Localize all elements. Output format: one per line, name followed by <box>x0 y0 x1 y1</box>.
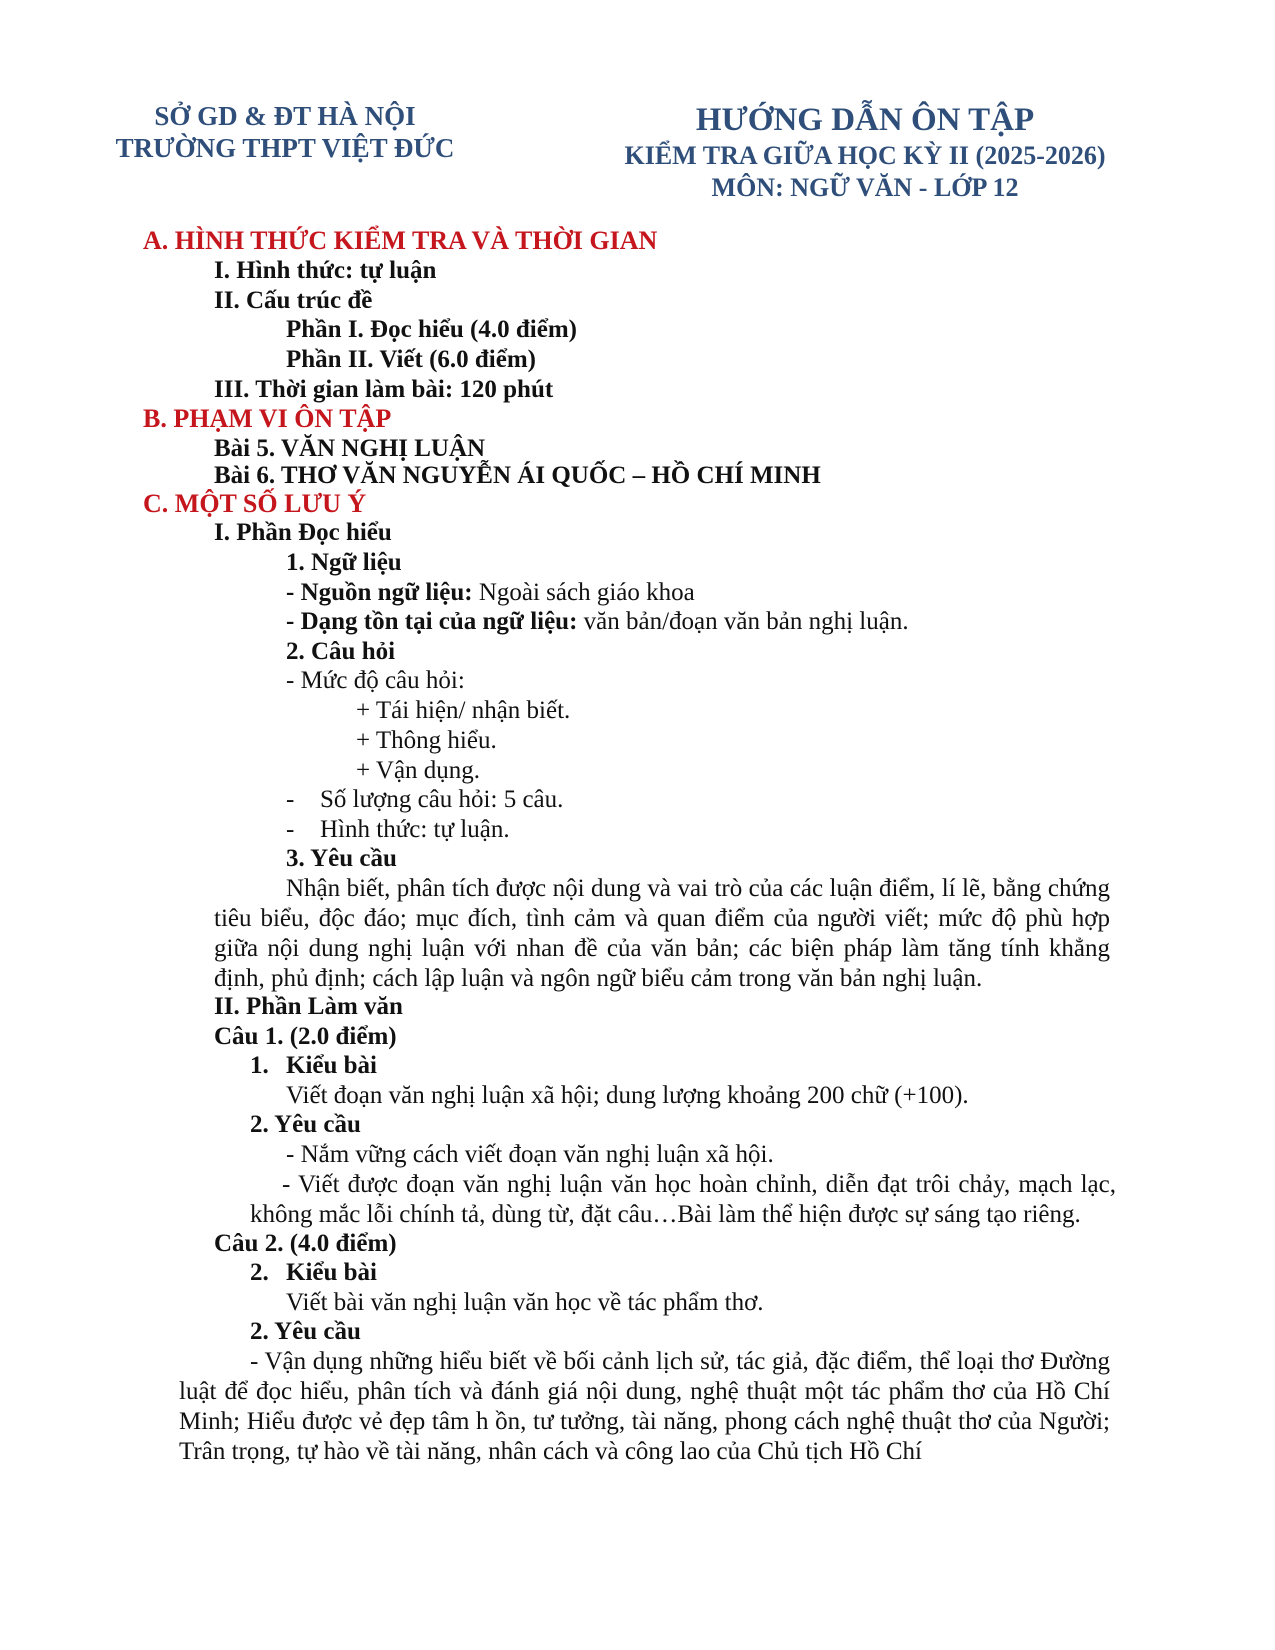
q1-type-number: 1. <box>250 1052 269 1079</box>
q1-requirement-1: - Nắm vững cách viết đoạn văn nghị luận xã hội. <box>286 1141 774 1168</box>
section-c-heading: C. MỘT SỐ LƯU Ý <box>143 489 367 518</box>
reading-part-heading: I. Phần Đọc hiểu <box>214 519 392 546</box>
section-a-heading: A. HÌNH THỨC KIỂM TRA VÀ THỜI GIAN <box>143 226 658 255</box>
question-1-heading: Câu 1. (2.0 điểm) <box>214 1023 397 1050</box>
corpus-heading: 1. Ngữ liệu <box>286 549 402 576</box>
q2-type-heading: Kiểu bài <box>286 1259 377 1286</box>
part-reading: Phần I. Đọc hiểu (4.0 điểm) <box>286 316 577 343</box>
reading-requirements-paragraph: Nhận biết, phân tích được nội dung và vai trò của các luận điểm, lí lẽ, bằng chứng tiêu biểu, độc đáo; mục đích, tình cảm và quan điểm của người viết; mức độ phù hợp giữa nội dung nghị luận với nhan đề của văn bản; các biện pháp làm tăng tính khẳng định, phủ định; cách lập luận và ngôn ngữ biểu cảm trong văn bản nghị luận. <box>214 875 1110 992</box>
corpus-source-label: - Nguồn ngữ liệu: <box>286 579 473 606</box>
question-count-bullet: - <box>286 786 295 813</box>
q2-type-number: 2. <box>250 1259 269 1286</box>
level-understanding: + Thông hiểu. <box>356 727 497 754</box>
question-format-bullet: - <box>286 816 295 843</box>
writing-part-heading: II. Phần Làm văn <box>214 993 403 1020</box>
questions-heading: 2. Câu hỏi <box>286 638 396 665</box>
exam-name: KIỂM TRA GIỮA HỌC KỲ II (2025-2026) <box>624 141 1106 170</box>
exam-duration: III. Thời gian làm bài: 120 phút <box>214 376 554 403</box>
exam-structure-heading: II. Cấu trúc đề <box>214 287 373 314</box>
document-title: HƯỚNG DẪN ÔN TẬP <box>695 102 1035 138</box>
corpus-form <box>286 607 909 637</box>
question-levels: - Mức độ câu hỏi: <box>286 667 465 694</box>
level-recall: + Tái hiện/ nhận biết. <box>356 697 571 724</box>
q2-type-text: Viết bài văn nghị luận văn học về tác phẩm thơ. <box>286 1289 764 1316</box>
question-count: Số lượng câu hỏi: 5 câu. <box>320 786 564 813</box>
exam-format: I. Hình thức: tự luận <box>214 257 437 284</box>
lesson-5: Bài 5. VĂN NGHỊ LUẬN <box>214 435 486 462</box>
q2-requirements-heading: 2. Yêu cầu <box>250 1318 361 1345</box>
document-title-block <box>605 100 1125 204</box>
requirements-heading: 3. Yêu cầu <box>286 845 397 872</box>
q1-requirement-2: - Viết được đoạn văn nghị luận văn học hoàn chỉnh, diễn đạt trôi chảy, mạch lạc, không mắc lỗi chính tả, dùng từ, đặt câu…Bài làm thể hiện được sự sáng tạo riêng. <box>250 1171 1116 1228</box>
section-b-heading: B. PHẠM VI ÔN TẬP <box>143 404 392 433</box>
school-header <box>100 100 470 164</box>
level-application: + Vận dụng. <box>356 757 481 784</box>
department-name: SỞ GD & ĐT HÀ NỘI <box>154 101 416 131</box>
subject-grade: MÔN: NGỮ VĂN - LỚP 12 <box>711 173 1019 202</box>
q1-requirements-heading: 2. Yêu cầu <box>250 1111 361 1138</box>
corpus-source-value: Ngoài sách giáo khoa <box>472 579 695 606</box>
question-format: Hình thức: tự luận. <box>320 816 510 843</box>
part-writing: Phần II. Viết (6.0 điểm) <box>286 346 536 373</box>
q1-type-heading: Kiểu bài <box>286 1052 377 1079</box>
q2-requirement-paragraph: - Vận dụng những hiểu biết về bối cảnh lịch sử, tác giả, đặc điểm, thể loại thơ Đường luật để đọc hiểu, phân tích và đánh giá nội dung, nghệ thuật một tác phẩm thơ của Hồ Chí Minh; Hiểu được vẻ đẹp tâm h ồn, tư tưởng, tài năng, phong cách nghệ thuật thơ của Người; Trân trọng, tự hào về tài năng, nhân cách và công lao của Chủ tịch Hồ Chí <box>179 1348 1110 1465</box>
corpus-source <box>286 578 695 608</box>
corpus-form-label: - Dạng tồn tại của ngữ liệu: <box>286 608 578 635</box>
school-name: TRƯỜNG THPT VIỆT ĐỨC <box>115 133 455 163</box>
corpus-form-value: văn bản/đoạn văn bản nghị luận. <box>577 608 909 635</box>
lesson-6: Bài 6. THƠ VĂN NGUYỄN ÁI QUỐC – HỒ CHÍ MINH <box>214 462 821 489</box>
q1-type-text: Viết đoạn văn nghị luận xã hội; dung lượng khoảng 200 chữ (+100). <box>286 1082 969 1109</box>
question-2-heading: Câu 2. (4.0 điểm) <box>214 1230 397 1257</box>
